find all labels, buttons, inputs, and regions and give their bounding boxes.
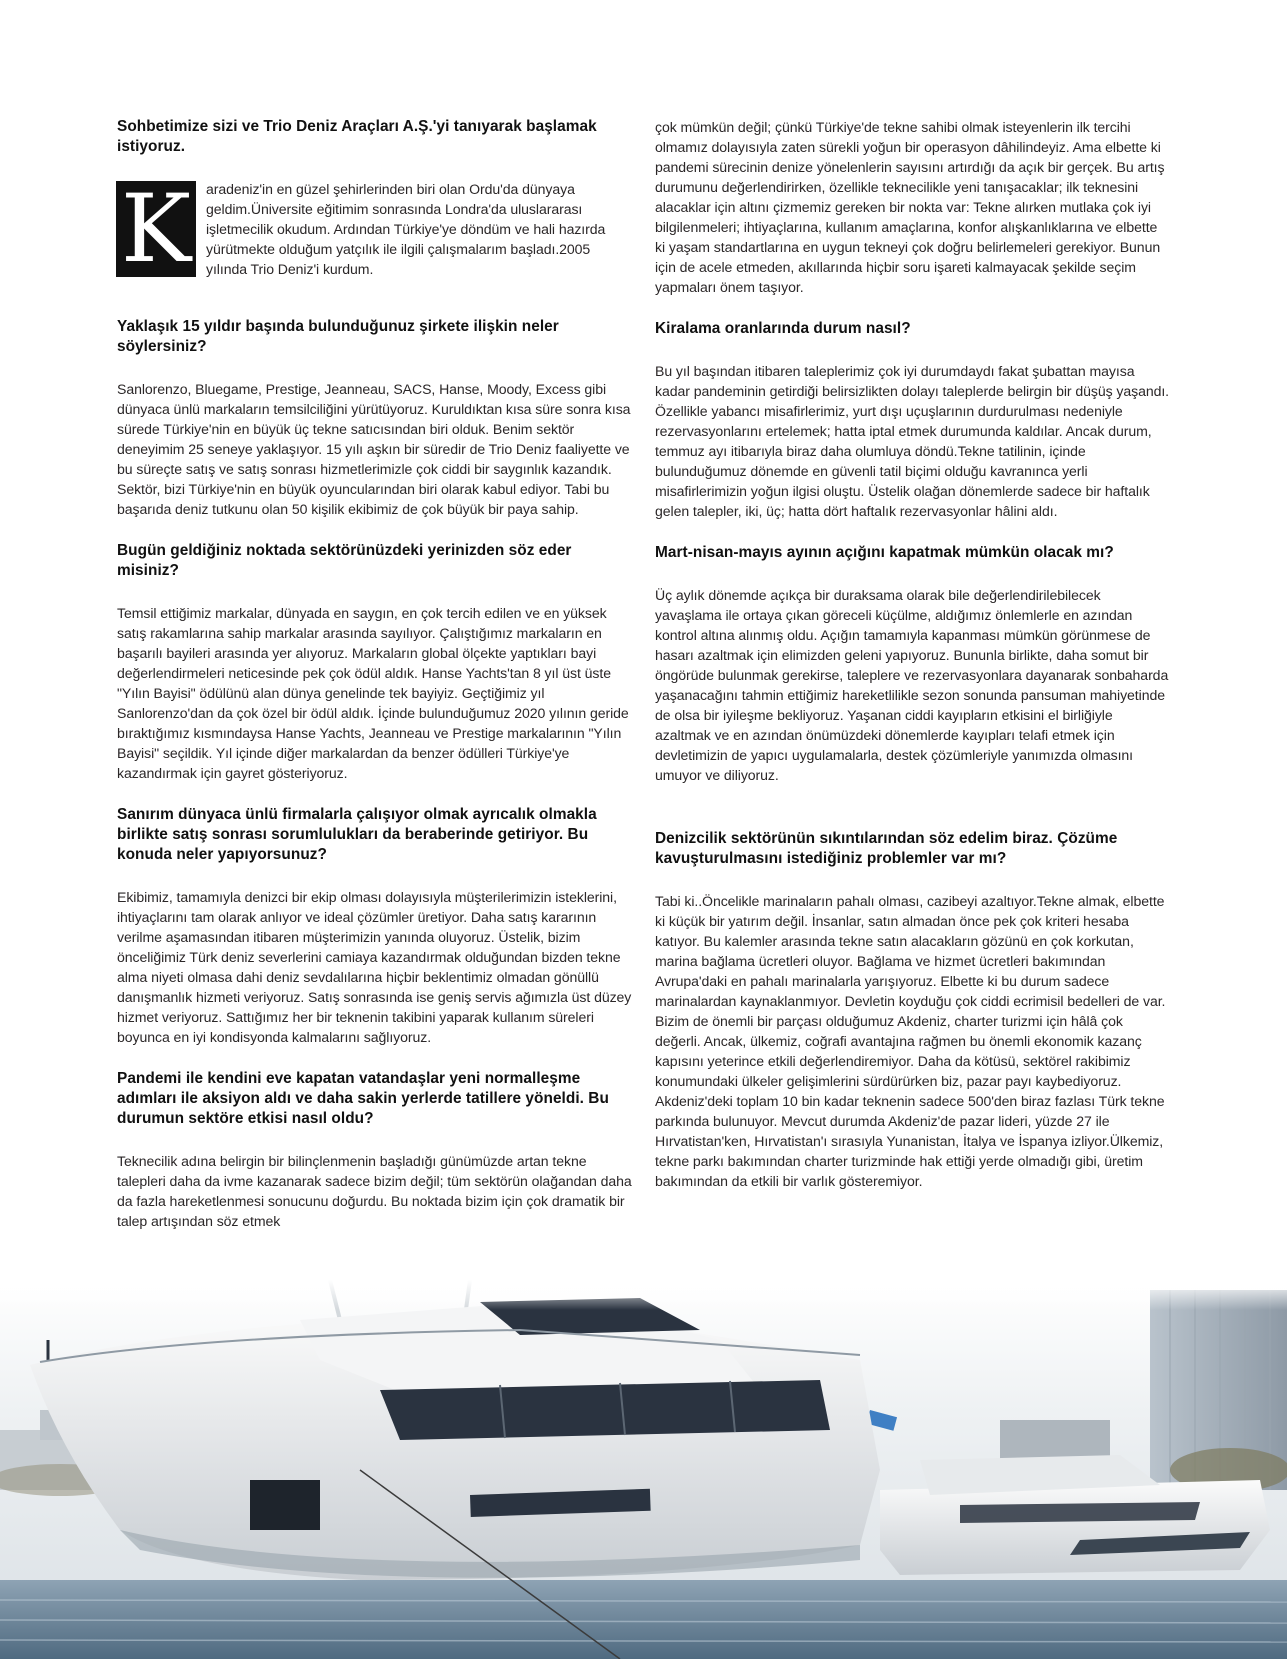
- interview-question: Sanırım dünyaca ünlü firmalarla çalışıyor olmak ayrıcalık olmakla birlikte satış sonrası sorumlulukları da beraberinde getiriyor. Bu konuda neler yapıyorsunuz?: [117, 806, 597, 863]
- article-column-right: [655, 117, 1170, 1191]
- interview-question: Yaklaşık 15 yıldır başında bulunduğunuz şirkete ilişkin neler söylersiniz?: [117, 318, 559, 355]
- yacht-photo: [0, 1280, 1287, 1659]
- interview-answer: Temsil ettiğimiz markalar, dünyada en saygın, en çok tercih edilen ve en yüksek satış rakamlarına sahip markalar arasında sayılıyor. Çalıştığımız markaların en başarılı bayileri arasında yer alıyoruz. Markaların global ölçekte yaptıkları bayi değerlendirmeleri neticesinde pek çok ödül aldık. Hanse Yachts'tan 8 yıl üst üste "Yılın Bayisi" ödülünü alan dünya genelinde tek bayiyiz. Geçtiğimiz yıl Sanlorenzo'dan da çok özel bir ödül aldık. İçinde bulunduğumuz 2020 yılının geride bıraktığımız kısmındaysa Hanse Yachts, Jeanneau ve Prestige markalarının "Yılın Bayisi" seçildik. Yıl içinde diğer markalardan da benzer ödülleri Türkiye'ye kazandırmak için gayret gösteriyoruz.: [117, 605, 629, 781]
- drop-cap: [116, 175, 196, 284]
- interview-answer: Sanlorenzo, Bluegame, Prestige, Jeanneau, SACS, Hanse, Moody, Excess gibi dünyaca ünlü markaların temsilciliğini yürütüyoruz. Kuruldıktan kısa süre sonra kısa sürede Türkiye'nin en büyük üç tekne satıcısından biri olduk. Benim sektör deneyimim 25 seneye yaklaşıyor. 15 yılı aşkın bir süredir de Trio Deniz faaliyette ve bu süreçte satış ve satış sonrası hizmetlerimizle çok ciddi bir saygınlık kazandık. Sektör, bizi Türkiye'nin en büyük oyuncularından biri olarak kabul ediyor. Tabi bu başarıda deniz tutkunu olan 50 kişilik ekibimiz de çok büyük bir paya sahip.: [117, 381, 631, 517]
- interview-answer: Üç aylık dönemde açıkça bir duraksama olarak bile değerlendirilebilecek yavaşlama ile ortaya çıkan göreceli küçülme, aldığımız önlemlerle en azından kontrol altına alınmış oldu. Açığın tamamıyla kapanması mümkün görünmese de hasarı azaltmak için elimizden geleni yapıyoruz. Bununla birlikte, daha somut bir öngörüde bulunmak gerekirse, taleplere ve rezervasyonlara dayanarak sonbaharda yaşanacağını tahmin ettiğimiz hareketlilikle sezon sonunda pansuman mahiyetinde de olsa bir iyileşme bekliyoruz. Yaşanan ciddi kayıpların etkisini el birliğiyle azaltmak ve en azından önümüzdeki dönemlerde kayıpları telafi etmek için devletimizin de yapıcı uygulamalarla, destek çözümleriyle yanımızda olmasını umuyor ve diliyoruz.: [655, 587, 1169, 783]
- interview-question: Mart-nisan-mayıs ayının açığını kapatmak mümkün olacak mı?: [655, 544, 1114, 561]
- interview-question: Bugün geldiğiniz noktada sektörünüzdeki yerinizden söz eder misiniz?: [117, 542, 572, 579]
- yacht-illustration: [0, 1280, 1287, 1659]
- interview-question: Denizcilik sektörünün sıkıntılarından söz edelim biraz. Çözüme kavuşturulmasını istediğiniz problemler var mı?: [655, 830, 1118, 867]
- interview-answer: Ekibimiz, tamamıyla denizci bir ekip olması dolayısıyla müşterilerimizin isteklerini, ihtiyaçlarını tam olarak anlıyor ve ideal çözümler üretiyor. Daha satış kararının verilme aşamasından itibaren müşterimizin yanında oluyoruz. Üstelik, bizim önceliğimiz Türk deniz severlerini camiaya kazandırmak olduğundan bizden tekne alma niyeti olmasa dahi deniz sevdalılarına hiçbir beklentimiz olmadan gönüllü danışmanlık hizmeti veriyoruz. Satış sonrasında ise geniş servis ağımızla üst düzey hizmet veriyoruz. Sattığımız her bir teknenin takibini yaparak kullanım süreleri boyunca en iyi kondisyonda kalmalarını sağlıyoruz.: [117, 889, 632, 1045]
- interview-question: Sohbetimize sizi ve Trio Deniz Araçları A.Ş.'yi tanıyarak başlamak istiyoruz.: [117, 118, 597, 155]
- intro-paragraph: [117, 175, 632, 295]
- interview-answer: aradeniz'in en güzel şehirlerinden biri olan Ordu'da dünyaya geldim.Üniversite eğitimim sonrasında Londra'da uluslararası işletmecilik okudum. Ardından Türkiye'ye döndüm ve hali hazırda yürütmekte olduğum yatçılık ile ilgili çalışmalarım başladı.2005 yılında Trio Deniz'i kurdum.: [206, 181, 606, 277]
- interview-answer: Tabi ki..Öncelikle marinaların pahalı olması, cazibeyi azaltıyor.Tekne almak, elbette ki küçük bir yatırım değil. İnsanlar, satın almadan önce pek çok kriteri hesaba katıyor. Bu kalemler arasında tekne satın alacakların gözünü en çok korkutan, marina bağlama ücretleri oluyor. Bağlama ve hizmet ücretleri bakımından Avrupa'daki en pahalı marinalarla yarışıyoruz. Elbette ki bu durum sadece marinalardan kaynaklanmıyor. Devletin koyduğu çok ciddi ecrimisil bedelleri de var. Bizim de önemli bir parçası olduğumuz Akdeniz, charter turizmi için hâlâ çok değerli. Ancak, ülkemiz, coğrafi avantajına rağmen bu önemli ekonomik kazanç kapısını yeterince etkili değerlendiremiyor. Daha da kötüsü, sektörel rakibimiz konumundaki ülkeler gelişimlerini sürdürürken biz, pazar payı kaybediyoruz. Akdeniz'deki toplam 10 bin kadar teknenin sadece 500'den biraz fazlası Türk tekne parkında bulunuyor. Mevcut durumda Akdeniz'de pazar lideri, yüzde 27 ile Hırvatistan'ken, Hırvatistan'ı sırasıyla Yunanistan, İtalya ve İspanya izliyor.Ülkemiz, tekne parkı bakımından charter turizminde hak ettiği yerde olmadığı gibi, üretim bakımından da etkili bir varlık gösteremiyor.: [655, 893, 1166, 1189]
- drop-cap-letter: K: [120, 175, 192, 284]
- interview-answer: Teknecilik adına belirgin bir bilinçlenmenin başladığı günümüzde artan tekne talepleri daha da ivme kazanarak sadece bizim değil; tüm sektörün olağandan daha da fazla hareketlenmesi sonucunu doğurdu. Bu noktada bizim için çok dramatik bir talep artışından söz etmek: [117, 1153, 632, 1229]
- interview-answer: Bu yıl başından itibaren taleplerimiz çok iyi durumdaydı fakat şubattan mayısa kadar pandeminin getirdiği belirsizlikten dolayı taleplerde belirgin bir düşüş yaşandı. Özellikle yabancı misafirlerimiz, yurt dışı uçuşlarının durdurulması nedeniyle rezervasyonlarını ertelemek; hatta iptal etmek durumunda kaldılar. Ancak durum, temmuz ayı itibarıyla biraz daha olumluya döndü.Tekne tatilinin, içinde bulunduğumuz dönemde en güvenli tatil biçimi olduğu kavranınca yerli misafirlerimizin yoğun ilgisi oluştu. Üstelik olağan dönemlerde sadece bir haftalık gelen talepler, iki, üç; hatta dört haftalık rezervasyonlar hâlini aldı.: [655, 363, 1170, 519]
- interview-answer-continued: çok mümkün değil; çünkü Türkiye'de tekne sahibi olmak isteyenlerin ilk tercihi olmamız dolayısıyla zaten sürekli yoğun bir operasyon dâhilindeyiz. Ama elbette ki pandemi sürecinin denize yönelenlerin sayısını artırdığı da açık bir gerçek. Bu artış durumunu değerlendirirken, özellikle teknecilikle yeni tanışacaklar; ilk teknesini alacaklar için altını çizmemiz gereken bir nokta var: Tekne alırken mutlaka çok iyi bilgilenmeleri; ihtiyaçlarına, kullanım amaçlarına, konfor alışkanlıklarına ve elbette ki yaşam standartlarına en uygun tekneyi çok doğru belirlemeleri gerekiyor. Bunun için de acele etmeden, akıllarında hiçbir soru işareti kalmayacak şekilde seçim yapmaları önem taşıyor.: [655, 119, 1165, 295]
- article-column-left: [117, 117, 632, 1231]
- interview-question: Kiralama oranlarında durum nasıl?: [655, 320, 911, 337]
- interview-question: Pandemi ile kendini eve kapatan vatandaşlar yeni normalleşme adımları ile aksiyon aldı ve daha sakin yerlerde tatillere yöneldi. Bu durumun sektöre etkisi nasıl oldu?: [117, 1070, 609, 1127]
